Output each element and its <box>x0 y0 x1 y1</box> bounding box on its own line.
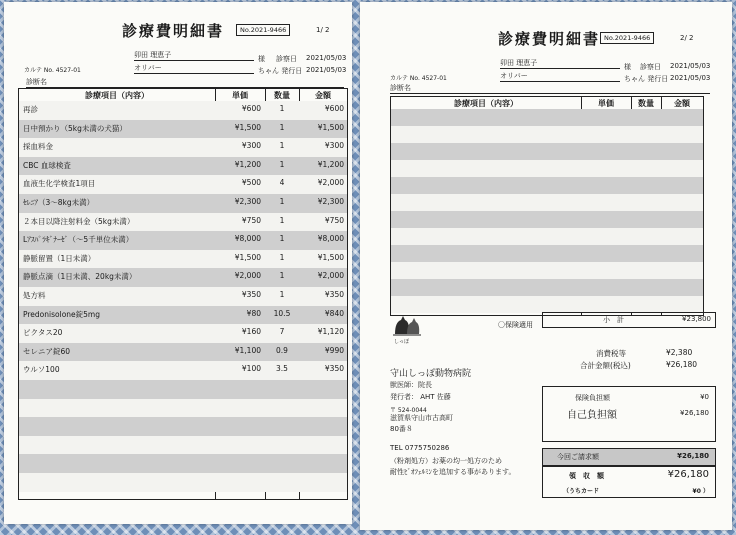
clinic-logo <box>392 312 422 345</box>
karte-number: カルテ No. 4527-01 <box>24 67 81 74</box>
amount-cell: ¥840 <box>324 308 344 318</box>
dog-cat-icon <box>392 312 422 338</box>
issue-date: 2021/05/03 <box>670 74 711 82</box>
page-title: 診療費明細書 <box>122 22 225 40</box>
clinic-name: 守山しっぽ動物病院 <box>390 369 472 379</box>
amount-cell: ¥1,500 <box>317 122 344 132</box>
unit-price-cell: ¥300 <box>241 141 261 151</box>
item-cell: 採血料金 <box>23 142 53 152</box>
vet-label: 獣医師：院長 <box>390 381 432 389</box>
quantity-cell: 10.5 <box>273 308 291 318</box>
postal-code: 〒 524-0044 <box>390 407 427 414</box>
exam-date: 2021/05/03 <box>306 54 347 62</box>
page-title: 診療費明細書 <box>498 30 601 48</box>
item-cell: ウルソ100 <box>23 365 60 375</box>
header-unit: 単価 <box>232 91 248 100</box>
empty-table-row <box>391 160 703 177</box>
unit-price-cell: ¥350 <box>241 290 261 299</box>
document-number: No.2021-9466 <box>236 24 290 36</box>
amount-cell: ¥750 <box>324 215 344 225</box>
pet-name: オリバー <box>500 71 620 82</box>
item-cell: Lｱｽﾊﾟﾗｷﾞﾅｰｾﾞ（～5千単位未満） <box>23 235 134 245</box>
item-cell: 再診 <box>23 105 38 114</box>
header-item: 診療項目（内容） <box>85 91 149 100</box>
empty-table-row <box>391 228 703 245</box>
table-row <box>19 250 347 269</box>
billed-value: ¥26,180 <box>677 452 709 460</box>
note-line1: （粉剤処方）お薬の均一処方のため <box>390 457 502 465</box>
card-value: ¥0 ） <box>692 488 709 495</box>
unit-price-cell: ¥160 <box>241 327 261 337</box>
page-number: 1/ 2 <box>316 26 330 34</box>
amount-cell: ¥1,500 <box>317 252 344 262</box>
table-row <box>19 324 347 343</box>
unit-price-cell: ¥1,200 <box>234 159 261 169</box>
received-value: ¥26,180 <box>667 469 709 480</box>
quantity-cell: 7 <box>279 327 285 337</box>
unit-price-cell: ¥500 <box>241 178 261 188</box>
quantity-cell: 3.5 <box>276 364 288 374</box>
table-row <box>19 361 347 380</box>
exam-date-label: 診察日 <box>276 55 297 63</box>
received-box <box>542 466 716 498</box>
amount-cell: ¥2,000 <box>317 178 344 188</box>
table-row <box>19 120 347 139</box>
empty-table-row <box>19 399 347 418</box>
empty-table-row <box>19 473 347 492</box>
card-label: （うちカード <box>563 488 600 495</box>
owner-name: 卯田 理恵子 <box>134 50 254 61</box>
karte-number: カルテ No. 4527-01 <box>390 75 447 82</box>
quantity-cell: 4 <box>279 178 285 188</box>
total-label: 合計金額(税込) <box>580 361 631 370</box>
amount-cell: ¥1,200 <box>317 159 344 169</box>
header-qty: 数量 <box>274 91 290 100</box>
table-row <box>19 101 347 120</box>
amount-cell: ¥600 <box>324 104 344 113</box>
quantity-cell: 1 <box>279 122 285 132</box>
total-value: ¥26,180 <box>666 360 698 369</box>
header-amount: 金額 <box>315 91 331 100</box>
quantity-cell: 1 <box>279 159 285 169</box>
table-row <box>19 306 347 325</box>
issuer-label: 発行者： AHT 佐藤 <box>390 393 451 401</box>
unit-price-cell: ¥750 <box>241 215 261 225</box>
item-cell: 血液生化学検査1項目 <box>23 179 96 189</box>
quantity-cell: 1 <box>279 271 285 281</box>
empty-table-row <box>391 194 703 211</box>
billed-label: 今回ご請求額 <box>557 453 599 461</box>
amount-cell: ¥1,120 <box>317 327 344 337</box>
empty-table-row <box>19 454 347 473</box>
self-burden-value: ¥26,180 <box>680 409 709 417</box>
table-row <box>19 287 347 306</box>
unit-price-cell: ¥80 <box>246 308 261 318</box>
self-burden-label: 自己負担額 <box>567 410 617 421</box>
billed-box <box>542 448 716 466</box>
header-item: 診療項目（内容） <box>454 99 518 108</box>
pet-suffix-issue-label: ちゃん 発行日 <box>624 75 669 83</box>
item-cell: ｾﾚﾆｱ（3～8kg未満） <box>23 198 95 207</box>
item-cell: 静脈留置（1日未満） <box>23 253 96 263</box>
header-unit: 単価 <box>598 99 614 108</box>
honorific: 様 <box>624 63 631 71</box>
item-cell: Predonisolone錠5mg <box>23 309 100 319</box>
honorific: 様 <box>258 55 265 63</box>
subtotal-value: ¥23,800 <box>682 315 711 323</box>
tax-value: ¥2,380 <box>666 348 693 357</box>
table-row <box>19 231 347 250</box>
diagnosis-label: 診断名 <box>390 83 710 94</box>
unit-price-cell: ¥100 <box>241 364 261 374</box>
insurance-burden-label: 保険負担額 <box>575 394 610 402</box>
unit-price-cell: ¥1,100 <box>234 345 261 355</box>
header-amount: 金額 <box>674 99 690 108</box>
amount-cell: ¥350 <box>324 364 344 374</box>
tax-label: 消費税等 <box>596 349 626 358</box>
empty-table-row <box>391 279 703 296</box>
amount-cell: ¥350 <box>324 290 344 299</box>
document-number: No.2021-9466 <box>600 32 654 44</box>
invoice-page-2 <box>360 2 732 530</box>
insurance-burden-value: ¥0 <box>700 393 709 401</box>
amount-cell: ¥2,300 <box>317 197 344 206</box>
empty-table-row <box>391 126 703 143</box>
page-number: 2/ 2 <box>680 34 694 42</box>
empty-table-row <box>19 417 347 436</box>
issue-date: 2021/05/03 <box>306 66 347 74</box>
quantity-cell: 1 <box>279 234 285 244</box>
unit-price-cell: ¥600 <box>241 104 261 113</box>
pet-suffix-issue-label: ちゃん 発行日 <box>258 67 303 75</box>
table-row <box>19 138 347 157</box>
header-qty: 数量 <box>638 99 654 108</box>
subtotal-box <box>542 312 716 328</box>
item-cell: 日中預かり（5kg未満の犬猫） <box>23 123 127 133</box>
item-cell: CBC 血球検査 <box>23 160 71 170</box>
quantity-cell: 1 <box>279 215 285 225</box>
telephone: TEL 0775750286 <box>390 444 450 452</box>
insurance-applied: 〇保険適用 <box>498 321 533 329</box>
burden-box <box>542 386 716 442</box>
table-row <box>19 157 347 176</box>
amount-cell: ¥300 <box>324 141 344 151</box>
empty-table-row <box>19 380 347 399</box>
unit-price-cell: ¥2,000 <box>234 271 261 281</box>
item-cell: ビクタス20 <box>23 328 63 338</box>
item-cell: セレニア錠60 <box>23 346 71 356</box>
empty-table-row <box>391 177 703 194</box>
note-line2: 耐性ﾋﾞｵﾌｪﾙﾐﾝを追加する事があります。 <box>390 468 516 476</box>
table-row <box>19 194 347 213</box>
subtotal-label: 小 計 <box>603 316 624 324</box>
invoice-page-1 <box>4 2 352 524</box>
received-label: 領 収 額 <box>569 472 604 480</box>
table-row <box>19 213 347 232</box>
item-cell: 静脈点滴（1日未満、20kg未満） <box>23 272 137 282</box>
unit-price-cell: ¥1,500 <box>234 252 261 262</box>
quantity-cell: 1 <box>279 141 285 151</box>
quantity-cell: 1 <box>279 252 285 262</box>
empty-table-row <box>391 296 703 313</box>
empty-table-row <box>391 143 703 160</box>
empty-table-row <box>19 436 347 455</box>
diagnosis-label: 診断名 <box>26 77 344 88</box>
pet-name: オリバー <box>134 63 254 74</box>
exam-date: 2021/05/03 <box>670 62 711 70</box>
empty-table-row <box>391 245 703 262</box>
unit-price-cell: ¥2,300 <box>234 197 261 206</box>
amount-cell: ¥8,000 <box>317 234 344 244</box>
owner-name: 卯田 理恵子 <box>500 58 620 69</box>
address-line1: 滋賀県守山市古高町 <box>390 414 453 422</box>
quantity-cell: 1 <box>279 104 285 113</box>
charges-table <box>18 88 348 500</box>
exam-date-label: 診察日 <box>640 63 661 71</box>
empty-table-row <box>391 109 703 126</box>
unit-price-cell: ¥8,000 <box>234 234 261 244</box>
unit-price-cell: ¥1,500 <box>234 122 261 132</box>
quantity-cell: 1 <box>279 197 285 206</box>
quantity-cell: 1 <box>279 290 285 299</box>
amount-cell: ¥2,000 <box>317 271 344 281</box>
charges-table <box>390 96 704 316</box>
item-cell: ２本目以降注射料金（5kg未満） <box>23 216 135 226</box>
table-row <box>19 268 347 287</box>
empty-table-row <box>391 211 703 228</box>
table-row <box>19 175 347 194</box>
item-cell: 処方料 <box>23 291 46 300</box>
logo-text: しっぽ <box>394 339 410 345</box>
address-line2: 80番８ <box>390 425 413 433</box>
table-row <box>19 343 347 362</box>
amount-cell: ¥990 <box>324 345 344 355</box>
empty-table-row <box>391 262 703 279</box>
quantity-cell: 0.9 <box>276 345 288 355</box>
